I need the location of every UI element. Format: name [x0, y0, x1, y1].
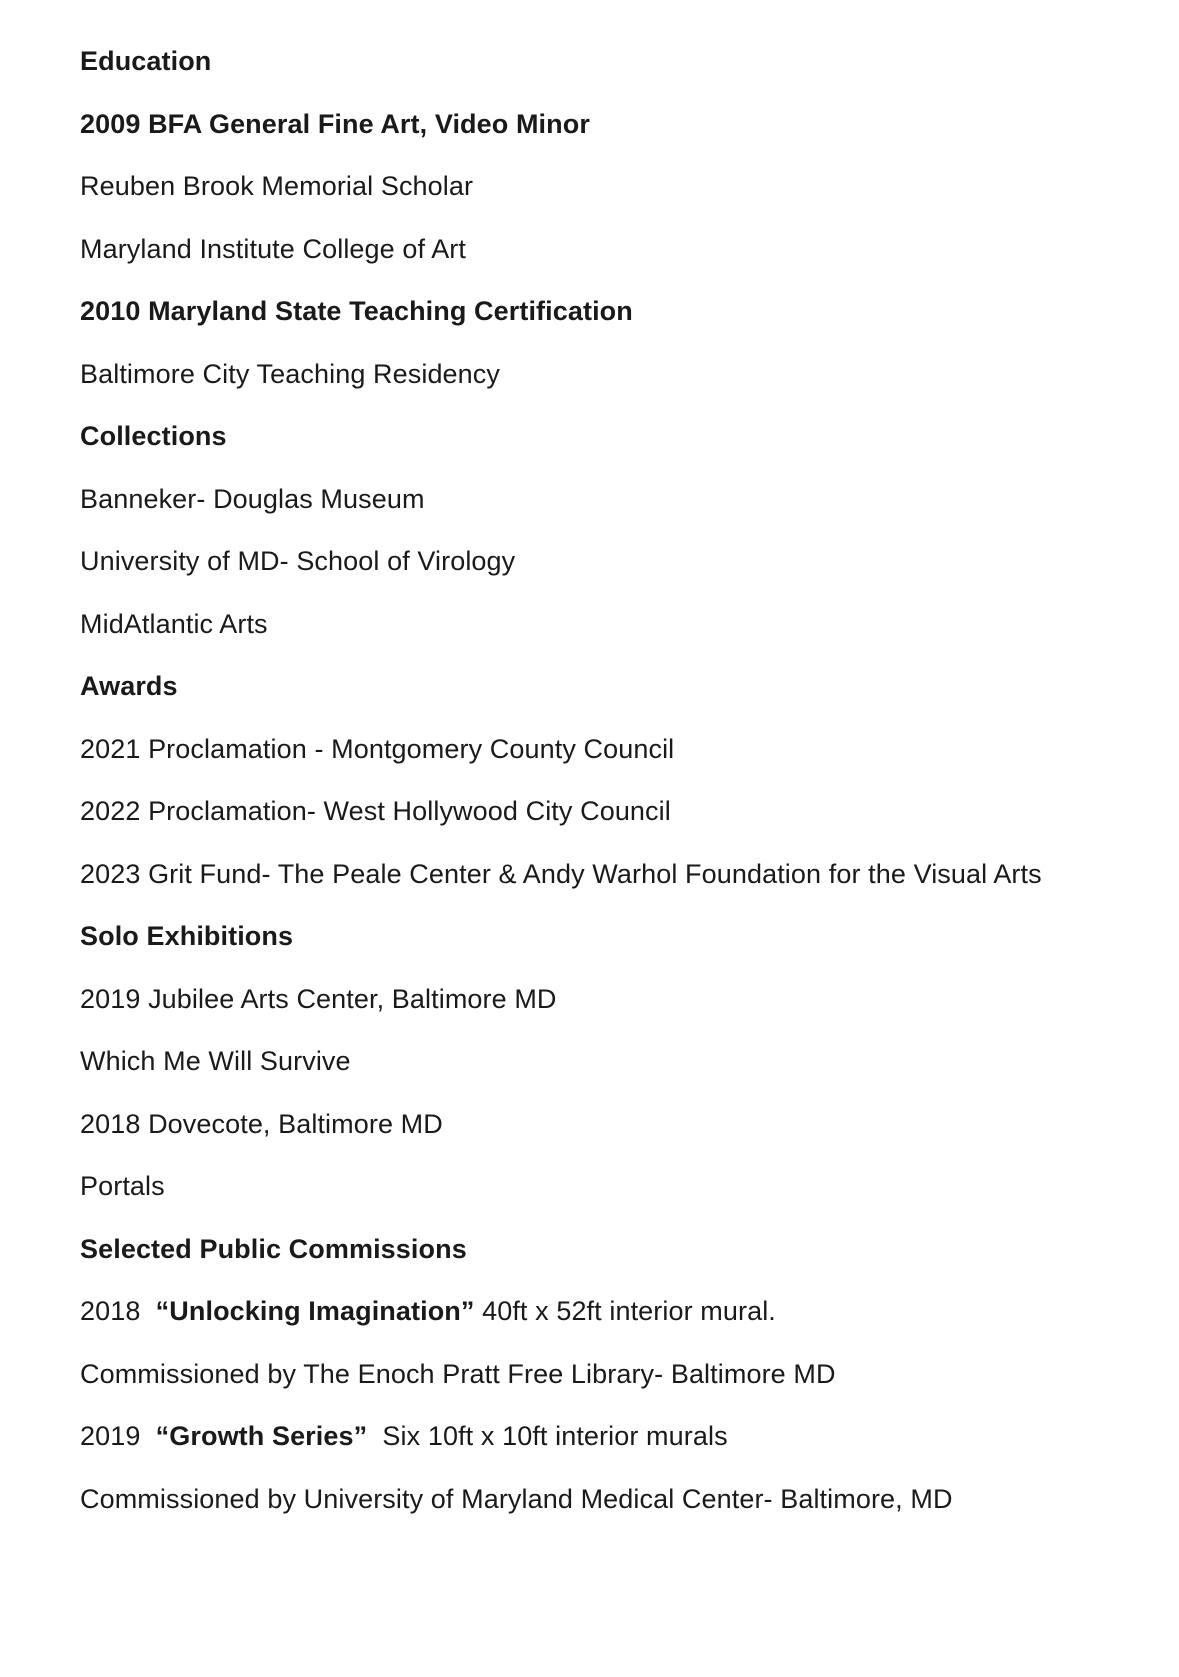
section-heading-collections: Collections [80, 421, 227, 451]
section-heading-education: Education [80, 46, 212, 76]
section-heading-awards: Awards [80, 671, 178, 701]
award-item-2023: 2023 Grit Fund- The Peale Center & Andy Warhol Foundation for the Visual Arts [80, 858, 1042, 889]
collection-item-banneker-douglas: Banneker- Douglas Museum [80, 483, 425, 514]
education-degree-line: 2009 BFA General Fine Art, Video Minor [80, 108, 590, 139]
document-body [80, 48, 1099, 1513]
commission-2019-title-line [80, 1423, 1099, 1450]
section-heading-solo-exhibitions: Solo Exhibitions [80, 921, 294, 951]
education-scholar-line: Reuben Brook Memorial Scholar [80, 171, 474, 201]
commission-2019-title-line-part-2: Six 10ft x 10ft interior murals [367, 1421, 728, 1451]
solo-exhibition-2019-venue: 2019 Jubilee Arts Center, Baltimore MD [80, 983, 557, 1014]
commission-2019-title-line-part-0: 2019 [80, 1421, 156, 1451]
education-residency-line: Baltimore City Teaching Residency [80, 358, 500, 389]
commission-2018-title-line [80, 1298, 1099, 1325]
education-certification-line: 2010 Maryland State Teaching Certification [80, 296, 633, 326]
award-item-2021: 2021 Proclamation - Montgomery County Council [80, 733, 675, 764]
solo-exhibition-2018-title: Portals [80, 1171, 165, 1201]
solo-exhibition-2019-title: Which Me Will Survive [80, 1046, 351, 1076]
commission-2019-title-line-part-1: “Growth Series” [155, 1421, 368, 1451]
commission-2018-title-line-part-0: 2018 [80, 1296, 156, 1326]
collection-item-university-md: University of MD- School of Virology [80, 546, 516, 576]
commission-2018-title-line-part-2: 40ft x 52ft interior mural. [474, 1296, 776, 1326]
solo-exhibition-2018-venue: 2018 Dovecote, Baltimore MD [80, 1108, 443, 1139]
collection-item-midatlantic: MidAtlantic Arts [80, 608, 268, 639]
section-heading-public-commissions: Selected Public Commissions [80, 1233, 467, 1264]
commission-2018-client-line: Commissioned by The Enoch Pratt Free Library- Baltimore MD [80, 1358, 836, 1389]
commission-2018-title-line-part-1: “Unlocking Imagination” [155, 1296, 475, 1326]
education-institution-line: Maryland Institute College of Art [80, 233, 466, 264]
award-item-2022: 2022 Proclamation- West Hollywood City Council [80, 796, 671, 826]
commission-2019-client-line: Commissioned by University of Maryland Medical Center- Baltimore, MD [80, 1483, 953, 1514]
